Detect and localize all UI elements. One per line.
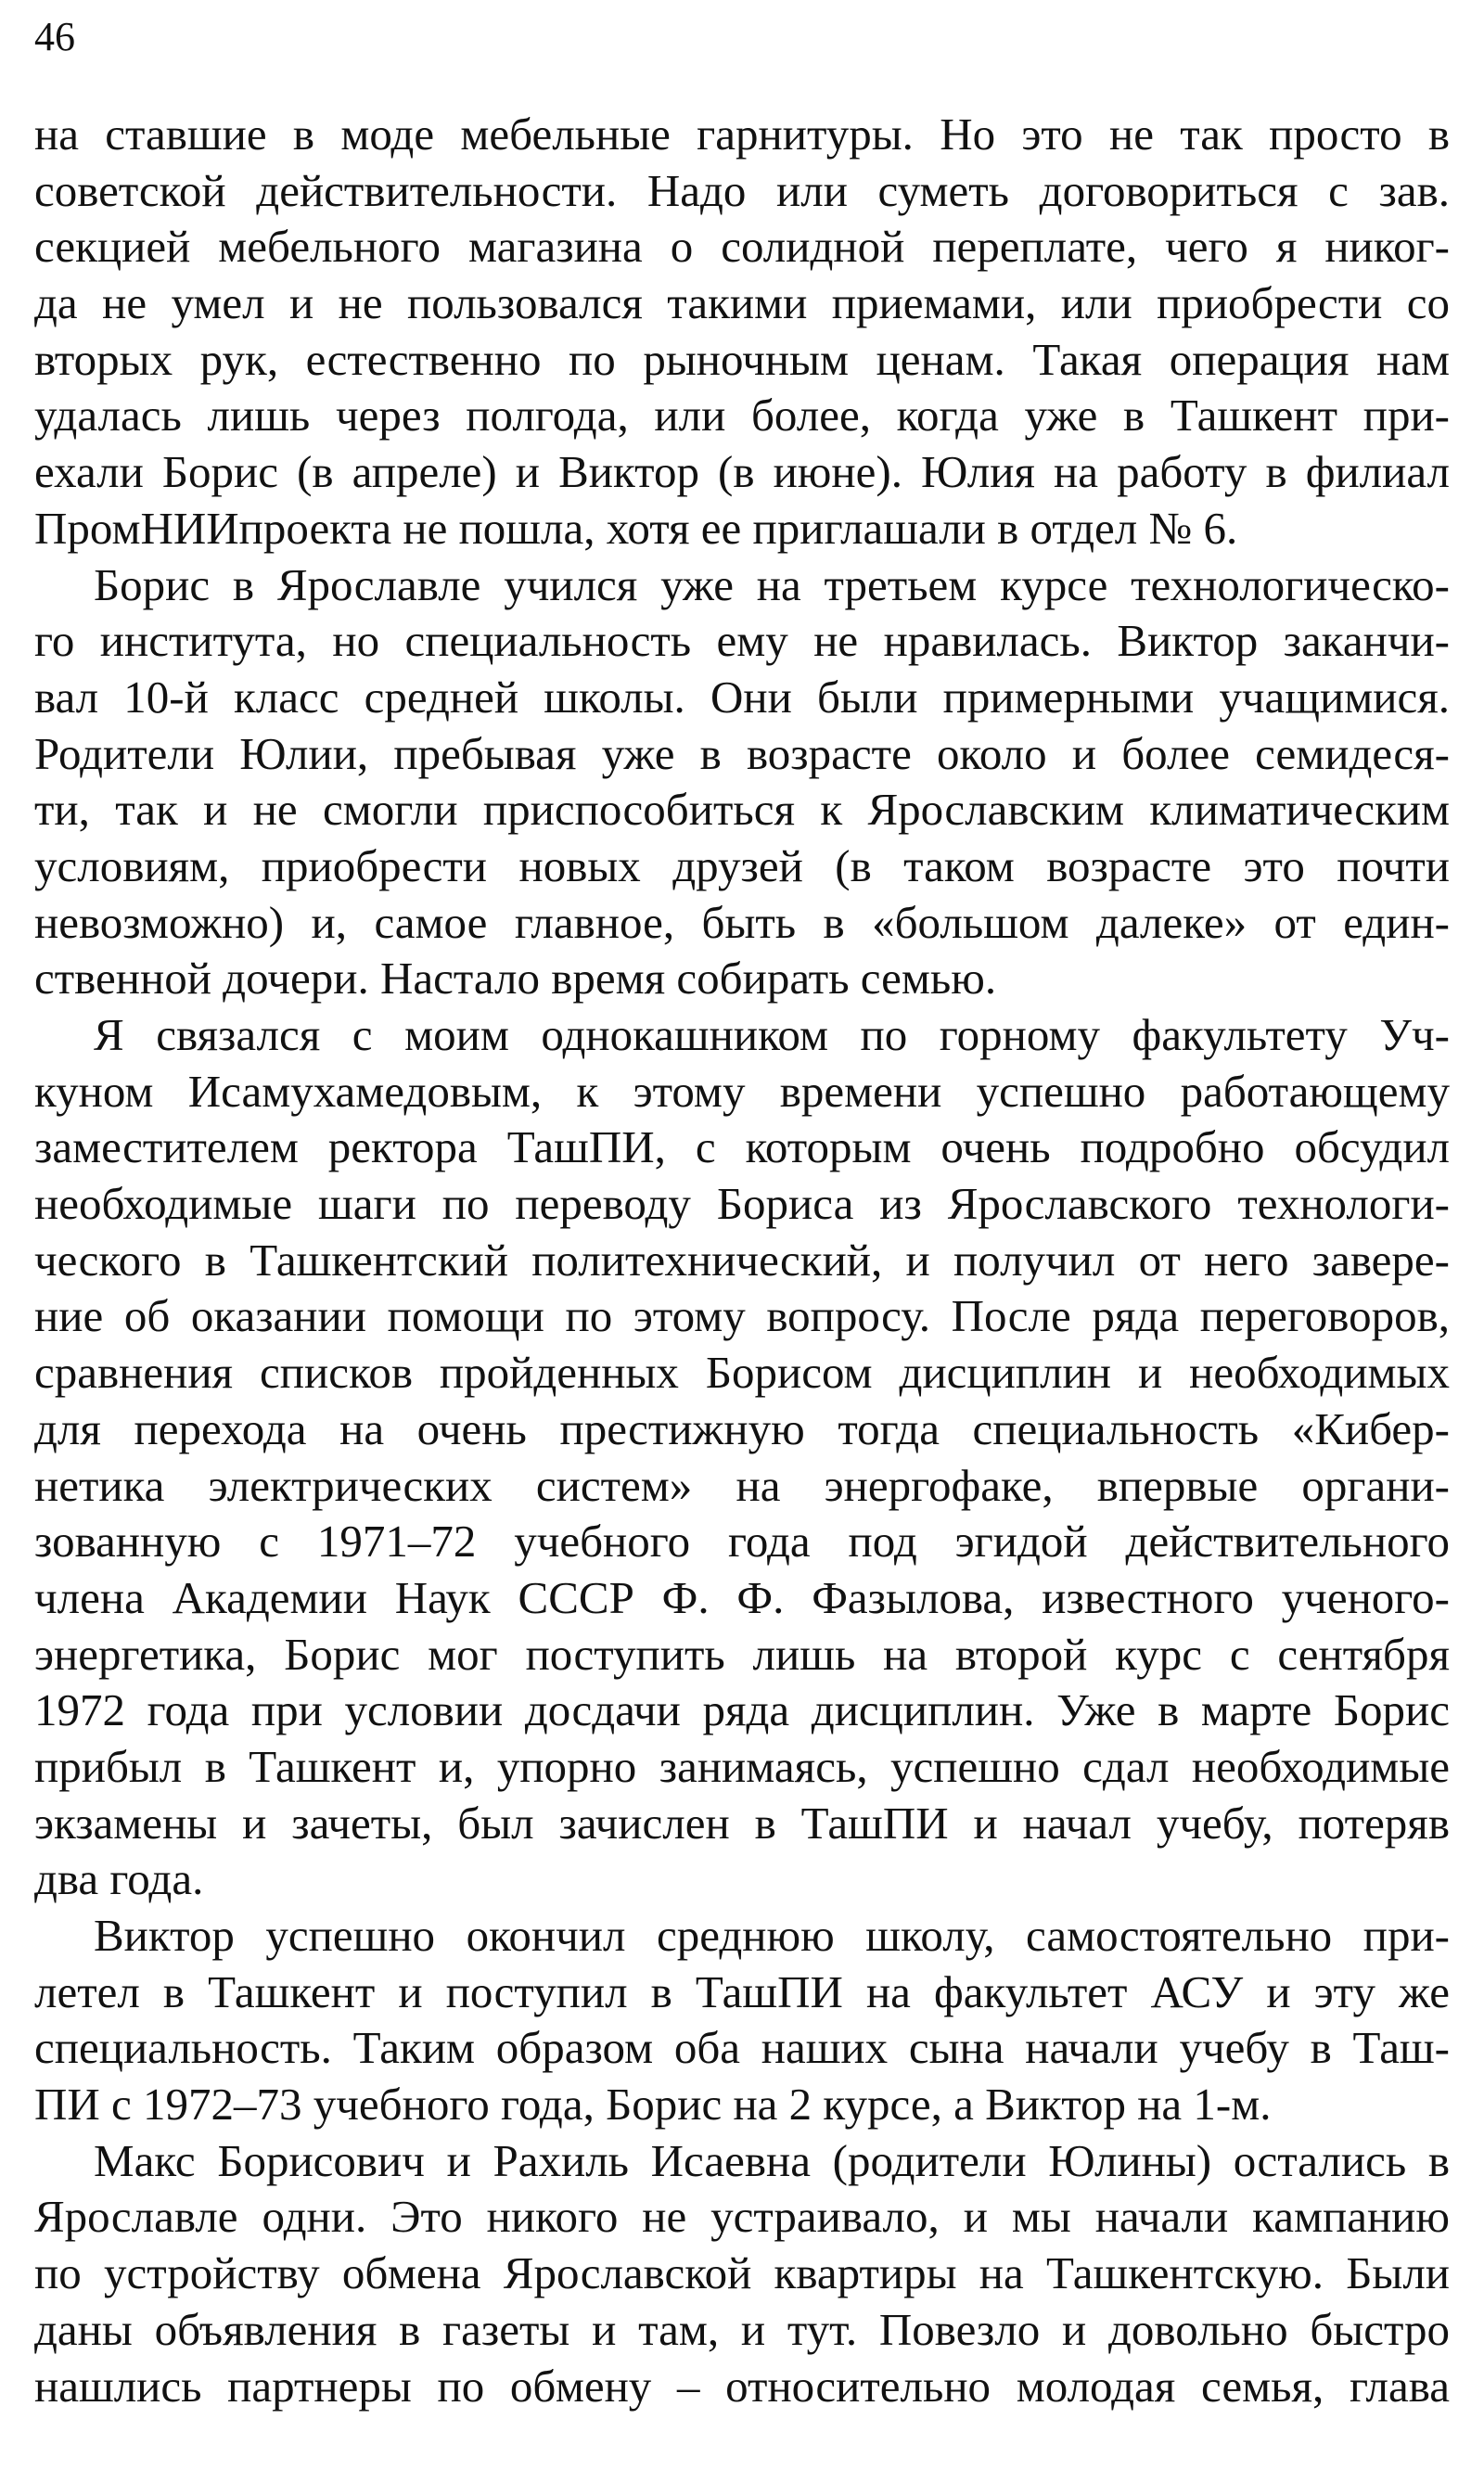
text-line: ПромНИИпроекта не пошла, хотя ее приглашали в отдел № 6.	[34, 502, 1238, 554]
paragraph	[34, 557, 1450, 1008]
text-line: специальность. Таким образом оба наших сына начали учебу в Таш-	[34, 2022, 1450, 2074]
text-line: невозможно) и, самое главное, быть в «большом далеке» от един-	[34, 896, 1450, 948]
text-line: ственной дочери. Настало время собирать семью.	[34, 953, 997, 1005]
text-line: Борис в Ярославле учился уже на третьем курсе технологическо-	[94, 558, 1450, 610]
text-line: на ставшие в моде мебельные гарнитуры. Но это не так просто в	[34, 109, 1450, 160]
text-line: нашлись партнеры по обмену – относительно молодая семья, глава	[34, 2360, 1450, 2412]
text-line: Виктор успешно окончил среднюю школу, самостоятельно при-	[94, 1910, 1450, 1961]
text-line: го института, но специальность ему не нравилась. Виктор заканчи-	[34, 615, 1450, 667]
text-line: зованную с 1971–72 учебного года под эгидой действительного	[34, 1516, 1450, 1568]
text-line: куном Исамухамедовым, к этому времени успешно работающему	[34, 1065, 1450, 1117]
text-line: сравнения списков пройденных Борисом дисциплин и необходимых	[34, 1347, 1450, 1399]
body-text	[34, 107, 1450, 2414]
text-line: 1972 года при условии досдачи ряда дисциплин. Уже в марте Борис	[34, 1684, 1450, 1736]
paragraph	[34, 1908, 1450, 2133]
text-line: экзамены и зачеты, был зачислен в ТашПИ и начал учебу, потеряв	[34, 1797, 1450, 1849]
text-line: прибыл в Ташкент и, упорно занимаясь, успешно сдал необходимые	[34, 1740, 1450, 1792]
text-line: нетика электрических систем» на энергофаке, впервые органи-	[34, 1459, 1450, 1511]
text-line: для перехода на очень престижную тогда специальность «Кибер-	[34, 1402, 1450, 1454]
text-line: Родители Юлии, пребывая уже в возрасте около и более семидеся-	[34, 727, 1450, 779]
text-line: Ярославле одни. Это никого не устраивало, и мы начали кампанию	[34, 2191, 1450, 2243]
text-line: вторых рук, естественно по рыночным ценам. Такая операция нам	[34, 333, 1450, 385]
text-line: два года.	[34, 1853, 204, 1905]
text-line: члена Академии Наук СССР Ф. Ф. Фазылова, известного ученого-	[34, 1571, 1450, 1623]
text-line: необходимые шаги по переводу Бориса из Ярославского технологи-	[34, 1178, 1450, 1230]
text-line: удалась лишь через полгода, или более, когда уже в Ташкент при-	[34, 390, 1450, 442]
text-line: вал 10-й класс средней школы. Они были примерными учащимися.	[34, 671, 1450, 723]
text-line: советской действительности. Надо или суметь договориться с зав.	[34, 164, 1450, 216]
text-line: условиям, приобрести новых друзей (в таком возрасте это почти	[34, 839, 1450, 891]
page-number: 46	[34, 14, 75, 59]
text-line: даны объявления в газеты и там, и тут. Повезло и довольно быстро	[34, 2303, 1450, 2355]
text-line: да не умел и не пользовался такими приемами, или приобрести со	[34, 277, 1450, 329]
text-line: Макс Борисович и Рахиль Исаевна (родители Юлины) остались в	[94, 2134, 1450, 2186]
text-line: энергетика, Борис мог поступить лишь на второй курс с сентября	[34, 1628, 1450, 1680]
text-line: по устройству обмена Ярославской квартиры на Ташкентскую. Были	[34, 2247, 1450, 2299]
text-line: ехали Борис (в апреле) и Виктор (в июне). Юлия на работу в филиал	[34, 446, 1450, 498]
paragraph	[34, 107, 1450, 557]
text-line: ческого в Ташкентский политехнический, и получил от него завере-	[34, 1234, 1450, 1286]
text-line: ние об оказании помощи по этому вопросу. После ряда переговоров,	[34, 1290, 1450, 1342]
text-line: ПИ с 1972–73 учебного года, Борис на 2 курсе, а Виктор на 1-м.	[34, 2079, 1272, 2131]
text-line: ти, так и не смогли приспособиться к Ярославским климатическим	[34, 784, 1450, 836]
paragraph	[34, 1007, 1450, 1908]
text-line: заместителем ректора ТашПИ, с которым очень подробно обсудил	[34, 1121, 1450, 1173]
text-line: секцией мебельного магазина о солидной переплате, чего я никог-	[34, 221, 1450, 273]
text-line: Я связался с моим однокашником по горному факультету Уч-	[94, 1009, 1450, 1060]
text-line: летел в Ташкент и поступил в ТашПИ на факультет АСУ и эту же	[34, 1965, 1450, 2017]
paragraph	[34, 2133, 1450, 2414]
